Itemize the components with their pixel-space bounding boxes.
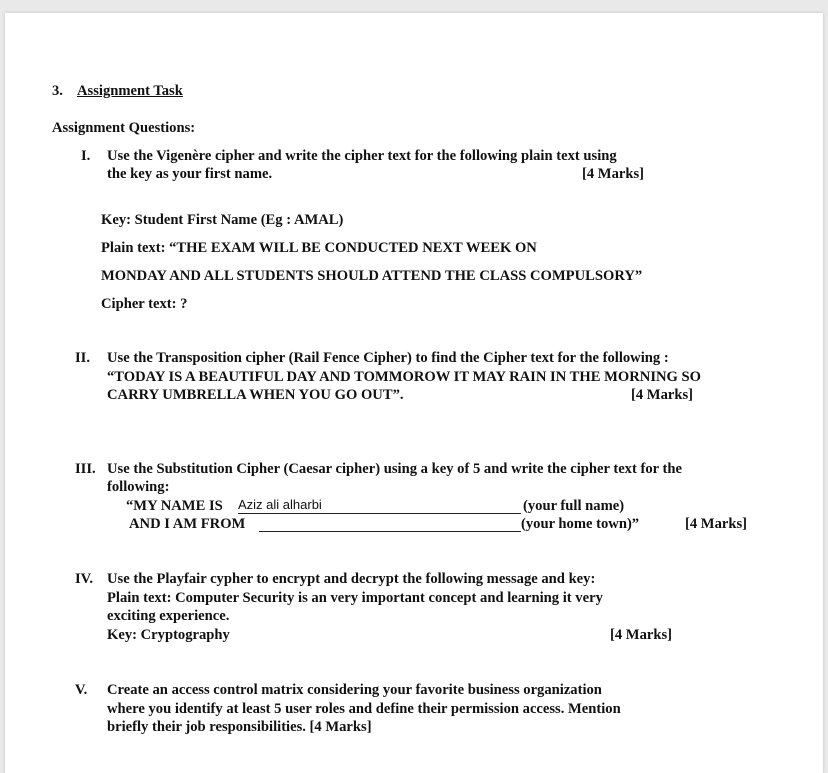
q4-text-line2: Plain text: Computer Security is an very important concept and learning it very <box>107 590 603 606</box>
q3-number: III. <box>75 461 96 477</box>
assignment-heading: Assignment Questions: <box>52 120 196 136</box>
q4-text-line1: Use the Playfair cypher to encrypt and decrypt the following message and key: <box>107 571 596 587</box>
q1-cipher: Cipher text: ? <box>101 296 188 312</box>
q1-plain-line2: MONDAY AND ALL STUDENTS SHOULD ATTEND THE CLASS COMPULSORY” <box>101 268 643 284</box>
q1-text-line1: Use the Vigenère cipher and write the cipher text for the following plain text using <box>107 148 617 164</box>
q1-plain-line1: Plain text: “THE EXAM WILL BE CONDUCTED NEXT WEEK ON <box>101 240 537 256</box>
q5-text-line3: briefly their job responsibilities. [4 Marks] <box>107 719 372 735</box>
q3-from-label: AND I AM FROM <box>129 516 246 532</box>
q4-key: Key: Cryptography <box>107 627 230 643</box>
q1-key: Key: Student First Name (Eg : AMAL) <box>101 212 344 228</box>
q3-from-hint: (your home town)” <box>521 516 640 532</box>
q3-marks: [4 Marks] <box>685 516 748 532</box>
section-title: Assignment Task <box>77 83 183 99</box>
q2-marks: [4 Marks] <box>631 387 694 403</box>
q4-number: IV. <box>75 571 93 587</box>
q5-number: V. <box>75 682 88 698</box>
q3-name-underline <box>238 513 521 514</box>
q2-text-line2: “TODAY IS A BEAUTIFUL DAY AND TOMMOROW IT MAY RAIN IN THE MORNING SO <box>107 369 702 385</box>
q2-number: II. <box>75 350 91 366</box>
q2-text-line3: CARRY UMBRELLA WHEN YOU GO OUT”. <box>107 387 404 403</box>
q5-text-line1: Create an access control matrix considering your favorite business organization <box>107 682 602 698</box>
q5-text-line2: where you identify at least 5 user roles and define their permission access. Mention <box>107 701 621 717</box>
q3-name-hint: (your full name) <box>523 498 625 514</box>
q3-name-label: “MY NAME IS <box>126 498 223 514</box>
q3-text-line1: Use the Substitution Cipher (Caesar cipher) using a key of 5 and write the cipher text for the <box>107 461 682 477</box>
q3-text-line2: following: <box>107 479 170 495</box>
section-number: 3. <box>52 83 63 99</box>
q3-name-answer[interactable]: Aziz ali alharbi <box>238 497 322 512</box>
q1-marks: [4 Marks] <box>582 166 645 182</box>
q4-text-line3: exciting experience. <box>107 608 230 624</box>
q4-marks: [4 Marks] <box>610 627 673 643</box>
q2-text-line1: Use the Transposition cipher (Rail Fence Cipher) to find the Cipher text for the following : <box>107 350 669 366</box>
q3-from-answer-line[interactable] <box>259 531 521 532</box>
q1-text-line2: the key as your first name. <box>107 166 273 182</box>
q1-number: I. <box>81 148 91 164</box>
document-page <box>5 13 823 773</box>
